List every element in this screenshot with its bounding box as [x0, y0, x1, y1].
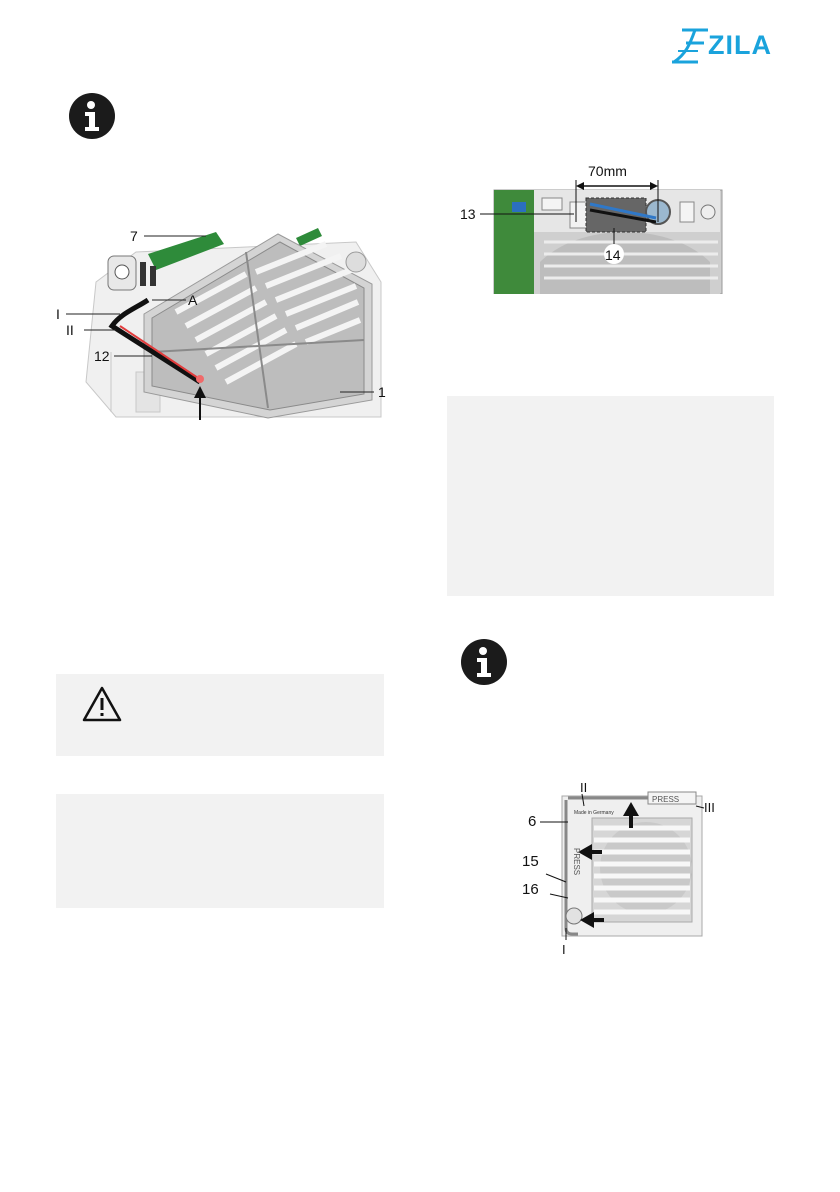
info-block-left: [68, 92, 116, 145]
info-block-right: [460, 638, 508, 691]
label-A: A: [188, 292, 198, 308]
note-box-left: [56, 794, 384, 908]
made-in-label: Made in Germany: [574, 810, 614, 816]
dimension-label: 70mm: [588, 163, 627, 179]
warning-triangle-icon: [82, 686, 122, 722]
label-6: 6: [528, 813, 537, 830]
fan-housing-illustration: [56, 222, 386, 420]
info-icon: [68, 92, 116, 140]
label-III: III: [704, 800, 715, 815]
warning-box: [56, 674, 384, 756]
zila-logo-mark-icon: [668, 24, 712, 66]
label-I: I: [562, 942, 566, 957]
figure-fan-housing: [56, 222, 386, 420]
press-top-label: PRESS: [652, 795, 680, 804]
label-15: 15: [522, 853, 539, 870]
label-I: I: [56, 306, 60, 322]
press-side-label: PRESS: [572, 848, 581, 876]
info-icon: [460, 638, 508, 686]
note-box-right: [447, 396, 774, 596]
label-16: 16: [522, 881, 539, 898]
figure-front-cover: [506, 778, 728, 958]
label-7: 7: [130, 228, 138, 244]
figure-circuit-board: [460, 162, 724, 294]
front-cover-illustration: [506, 778, 728, 958]
label-II: II: [66, 322, 74, 338]
label-II: II: [580, 780, 588, 795]
label-1: 1: [378, 384, 386, 400]
brand-name: ZILA: [708, 30, 772, 60]
brand-logo: [668, 24, 818, 66]
label-14: 14: [605, 247, 621, 263]
label-13: 13: [460, 206, 476, 222]
label-12: 12: [94, 348, 110, 364]
circuit-board-illustration: [460, 162, 724, 294]
